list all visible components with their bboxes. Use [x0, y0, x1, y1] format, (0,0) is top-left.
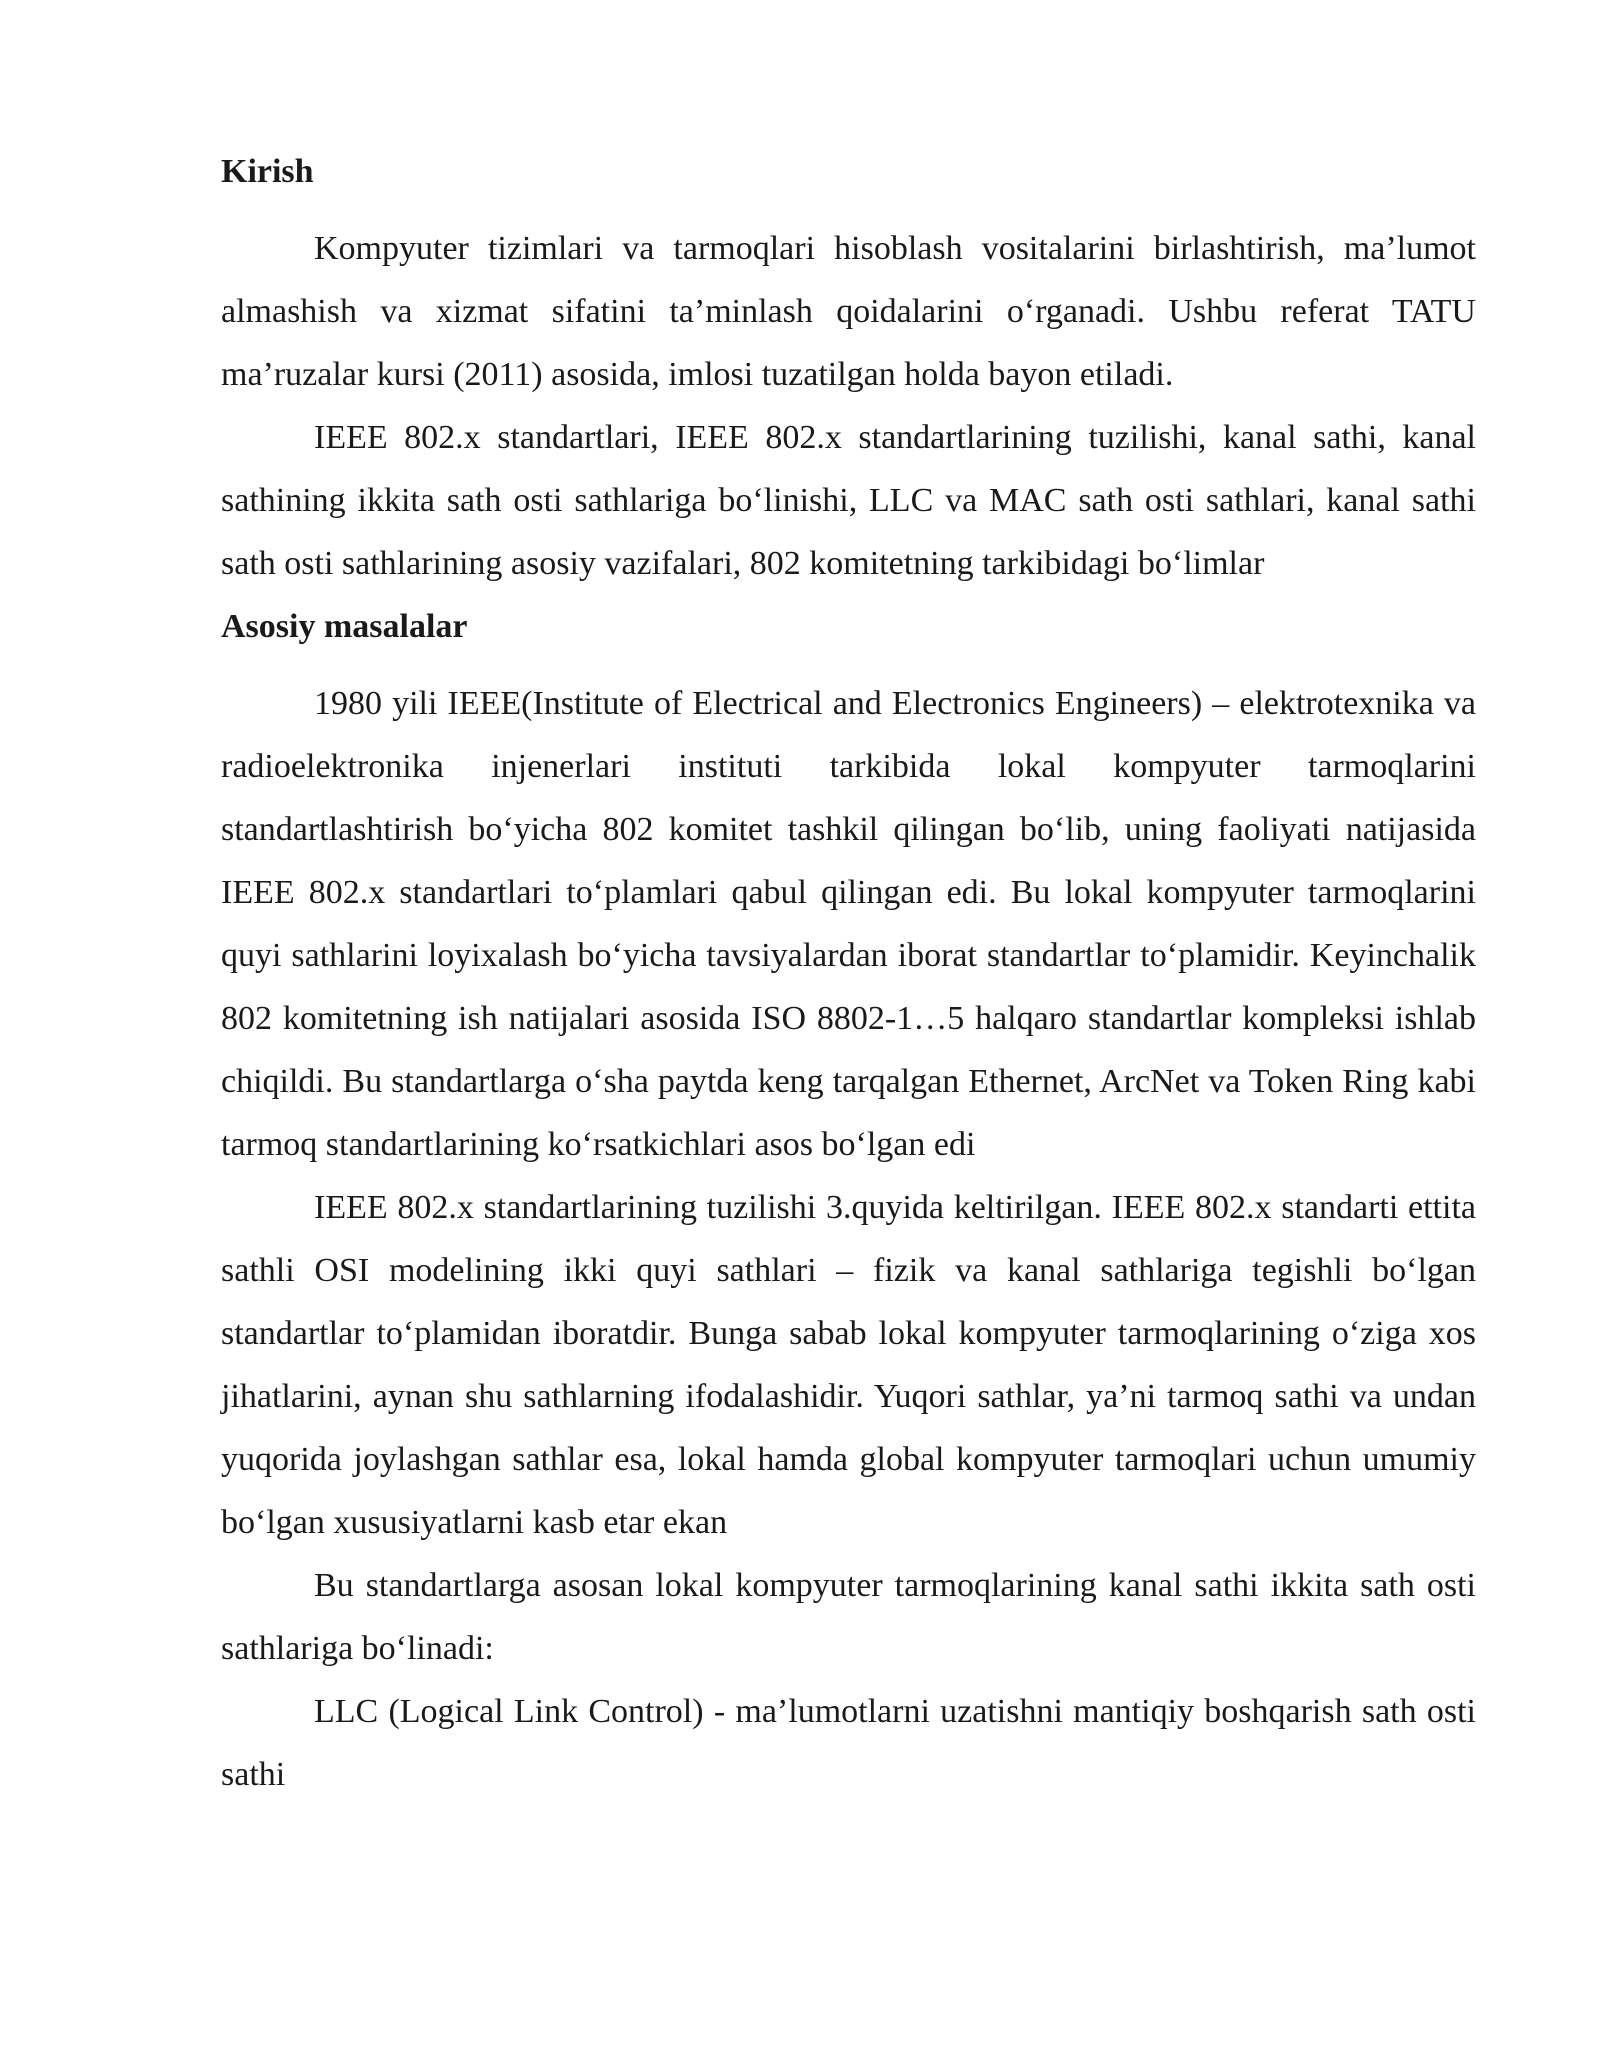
main-paragraph-2: IEEE 802.x standartlarining tuzilishi 3.quyida keltirilgan. IEEE 802.x standarti ettita sathli OSI modelining ikki quyi sathlari – fizik va kanal sathlariga tegishli bo‘lgan standartlar to‘plamidan iboratdir. Bunga sabab lokal kompyuter tarmoqlarining o‘ziga xos jihatlarini, aynan shu sathlarning ifodalashidir. Yuqori sathlar, ya’ni tarmoq sathi va undan yuqorida joylashgan sathlar esa, lokal hamda global kompyuter tarmoqlari uchun umumiy bo‘lgan xususiyatlarni kasb etar ekan	[221, 1189, 1476, 1541]
heading-kirish: Kirish	[221, 153, 314, 190]
main-paragraph-1: 1980 yili IEEE(Institute of Electrical and Electronics Engineers) – elektrotexnika va radioelektronika injenerlari instituti tarkibida lokal kompyuter tarmoqlarini standartlashtirish bo‘yicha 802 komitet tashkil qilingan bo‘lib, uning faoliyati natijasida IEEE 802.x standartlari to‘plamlari qabul qilingan edi. Bu lokal kompyuter tarmoqlarini quyi sathlarini loyixalash bo‘yicha tavsiyalardan iborat standartlar to‘plamidir. Keyinchalik 802 komitetning ish natijalari asosida ISO 8802-1…5 halqaro standartlar kompleksi ishlab chiqildi. Bu standartlarga o‘sha paytda keng tarqalgan Ethernet, ArcNet va Token Ring kabi tarmoq standartlarining ko‘rsatkichlari asos bo‘lgan edi	[221, 685, 1476, 1163]
document-page	[221, 140, 1476, 1806]
intro-paragraph-1: Kompyuter tizimlari va tarmoqlari hisoblash vositalarini birlashtirish, ma’lumot almashish va xizmat sifatini ta’minlash qoidalarini o‘rganadi. Ushbu referat TATU ma’ruzalar kursi (2011) asosida, imlosi tuzatilgan holda bayon etiladi.	[221, 230, 1476, 393]
main-paragraph-4: LLC (Logical Link Control) - ma’lumotlarni uzatishni mantiqiy boshqarish sath osti sathi	[221, 1693, 1476, 1793]
intro-paragraph-2: IEEE 802.x standartlari, IEEE 802.x standartlarining tuzilishi, kanal sathi, kanal sathining ikkita sath osti sathlariga bo‘linishi, LLC va MAC sath osti sathlari, kanal sathi sath osti sathlarining asosiy vazifalari, 802 komitetning tarkibidagi bo‘limlar	[221, 419, 1476, 582]
heading-asosiy-masalalar: Asosiy masalalar	[221, 608, 468, 645]
main-paragraph-3: Bu standartlarga asosan lokal kompyuter tarmoqlarining kanal sathi ikkita sath osti sathlariga bo‘linadi:	[221, 1567, 1476, 1667]
